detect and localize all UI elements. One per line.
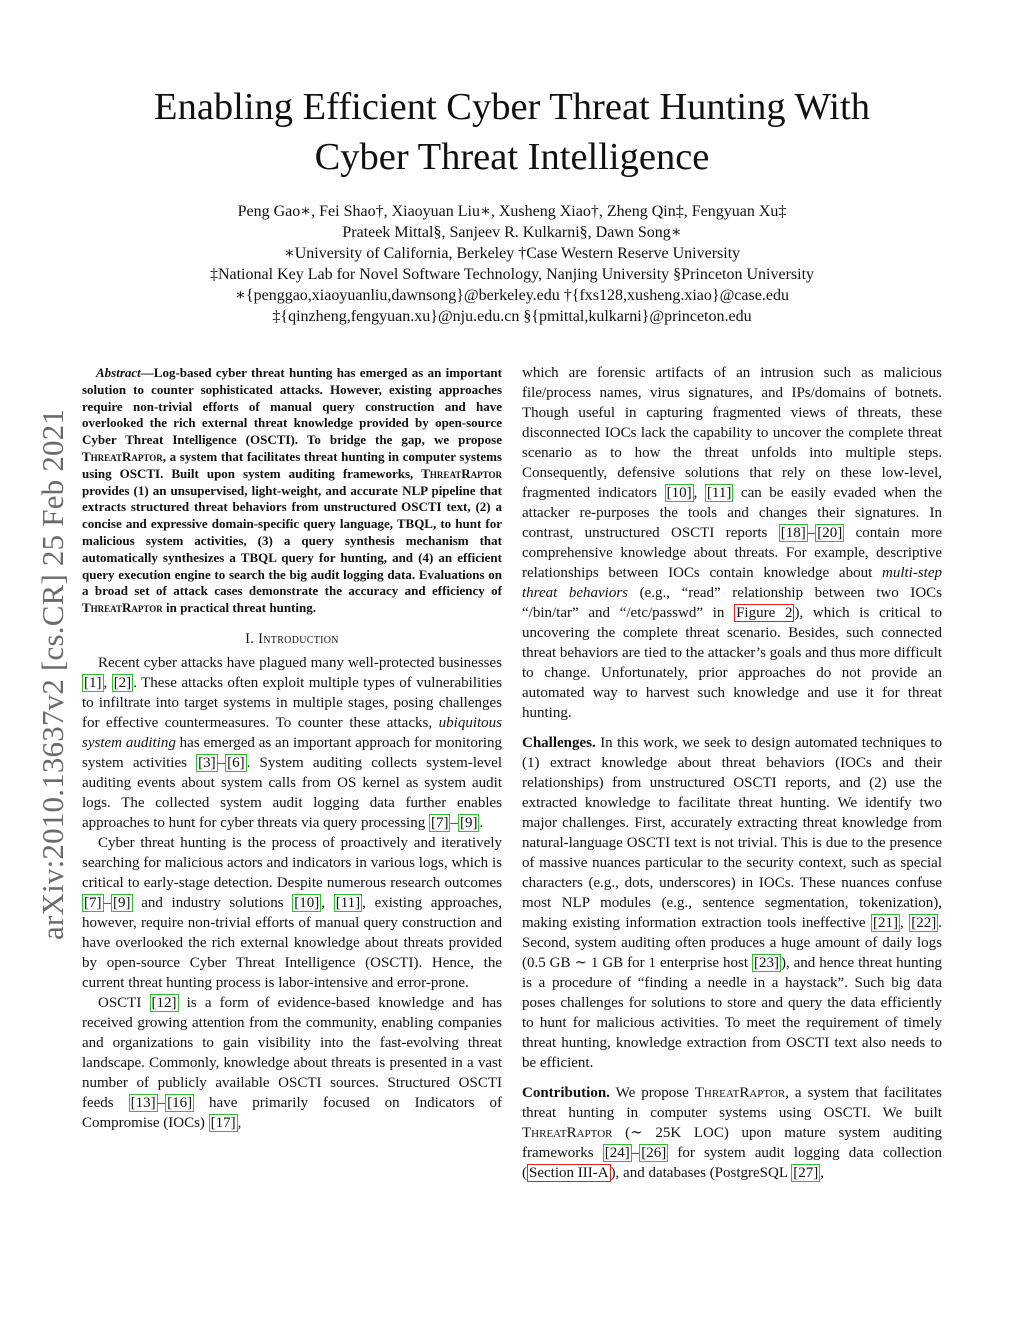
arxiv-identifier: arXiv:2010.13637v2 [cs.CR] 25 Feb 2021 <box>35 408 70 940</box>
citation-link[interactable]: [9] <box>113 894 131 911</box>
intro-paragraph-1: Recent cyber attacks have plagued many well-protected businesses [1] , [2] . These attacks often exploit multiple types of vulnerabilities to infiltrate into target systems in multiple stages, posing challenges for effective countermeasures. To counter these attacks, ubiquitous system auditing has emerged as an important approach for monitoring system activities [3] – [6] . System auditing collects system-level auditing events about system calls from OS kernel as system audit logs. The collected system audit logging data further enables approaches to hunt for cyber threats via query processing [7] – [9] . <box>82 654 503 831</box>
right-column <box>522 363 942 1183</box>
citation-link[interactable]: [22] <box>911 915 937 931</box>
system-name: ThreatRaptor <box>82 600 163 616</box>
system-name: ThreatRaptor <box>82 448 163 464</box>
email-line-2: ‡{qinzheng,fengyuan.xu}@nju.edu.cn §{pmittal,kulkarni}@princeton.edu <box>272 308 752 325</box>
citation-link[interactable]: [27] <box>793 1165 819 1181</box>
citation-link[interactable]: [9] <box>459 814 478 831</box>
citation-link[interactable]: [23] <box>753 955 779 971</box>
contribution-paragraph: Contribution. We propose ThreatRaptor, a system that facilitates threat hunting in computer systems using OSCTI. We built ThreatRaptor (∼ 25K LOC) upon mature system auditing frameworks [24] – [26] for system audit logging data collection ( Section III-A ), and databases (PostgreSQL [27] , <box>522 1085 942 1181</box>
figure-link[interactable]: Figure 2 <box>736 605 793 621</box>
citation-link[interactable]: [18] <box>780 525 806 541</box>
challenges-label: Challenges. <box>522 735 596 751</box>
right-paragraph-1: which are forensic artifacts of an intrusion such as malicious file/process names, virus signatures, and IPs/domains of botnets. Though useful in capturing fragmented views of threats, these disconnected IOCs lack the capability to uncover the complete threat scenario as to how the threat unfolds into multiple steps. Consequently, defensive solutions that rely on these low-level, fragmented indicators [10] , [11] can be easily evaded when the attacker re-purposes the tools and changes their signatures. In contrast, unstructured OSCTI reports [18] – [20] contain more comprehensive knowledge about threats. For example, descriptive relationships between IOCs contain knowledge about multi-step threat behaviors (e.g., “read” relationship between two IOCs “/bin/tar” and “/etc/passwd” in Figure 2 ), which is critical to uncovering the complete threat scenario. Besides, such connected threat behaviors are tied to the attacker’s goals and thus more difficult to change. Unfortunately, prior approaches do not provide an automated way to harvest such knowledge and use it for threat hunting. <box>522 365 943 721</box>
title-line-1: Enabling Efficient Cyber Threat Hunting With <box>154 86 870 128</box>
system-name: ThreatRaptor <box>421 465 502 481</box>
citation-link[interactable]: [16] <box>167 1094 193 1111</box>
abstract: Abstract—Log-based cyber threat hunting has emerged as an important solution to counter sophisticated attacks. However, existing approaches require non-trivial efforts of manual query construction and have overlooked the rich external threat knowledge provided by open-source Cyber Threat Intelligence (OSCTI). To bridge the gap, we propose ThreatRaptor, a system that facilitates threat hunting in computer systems using OSCTI. Built upon system auditing frameworks, ThreatRaptor provides (1) an unsupervised, light-weight, and accurate NLP pipeline that extracts structured threat behaviors from unstructured OSCTI text, (2) a concise and expressive domain-specific query language, TBQL, to hunt for malicious system activities, (3) a query synthesis mechanism that automatically synthesizes a TBQL query for hunting, and (4) an efficient query execution engine to search the big audit logging data. Evaluations on a broad set of attack cases demonstrate the accuracy and efficiency of ThreatRaptor in practical threat hunting. <box>82 365 502 616</box>
system-name: ThreatRaptor <box>694 1085 786 1101</box>
system-name: ThreatRaptor <box>522 1125 613 1141</box>
citation-link[interactable]: [7] <box>430 814 449 831</box>
abstract-label: Abstract <box>96 365 141 380</box>
affiliation-line-2: ‡National Key Lab for Novel Software Technology, Nanjing University §Princeton University <box>209 266 815 283</box>
citation-link[interactable]: [6] <box>227 754 245 771</box>
citation-link[interactable]: [11] <box>335 894 361 911</box>
author-block <box>120 201 904 327</box>
title-line-2: Cyber Threat Intelligence <box>314 136 710 178</box>
citation-link[interactable]: [11] <box>706 485 732 501</box>
citation-link[interactable]: [12] <box>151 994 177 1011</box>
paper-title <box>80 82 944 182</box>
citation-link[interactable]: [10] <box>666 485 692 501</box>
challenges-paragraph: Challenges. In this work, we seek to design automated techniques to (1) extract knowledge about threat behaviors (IOCs and their relationships) from unstructured OSCTI reports, and (2) use the extracted knowledge to facilitate threat hunting. We identify two major challenges. First, accurately extracting threat knowledge from natural-language OSCTI text is not trivial. This is due to the presence of massive nuances particular to the security context, such as special characters (e.g., dots, underscores) in IOCs. These nuances confuse most NLP modules (e.g., sentence segmentation, tokenization), making existing information extraction tools ineffective [21] , [22] . Second, system auditing often produces a huge amount of daily logs (0.5 GB ∼ 1 GB for 1 enterprise host [23] ), and hence threat hunting is a procedure of “finding a needle in a haystack”. Such big data poses challenges for solutions to store and query the data efficiently to hunt for malicious activities. To meet the requirement of timely threat hunting, knowledge extraction from OSCTI text also needs to be efficient. <box>522 735 943 1071</box>
citation-link[interactable]: [21] <box>873 915 899 931</box>
authors-line-2: Prateek Mittal§, Sanjeev R. Kulkarni§, Dawn Song∗ <box>342 224 682 241</box>
authors-line-1: Peng Gao∗, Fei Shao†, Xiaoyuan Liu∗, Xusheng Xiao†, Zheng Qin‡, Fengyuan Xu‡ <box>237 203 787 220</box>
citation-link[interactable]: [1] <box>84 674 102 691</box>
section-heading-introduction: I. Introduction <box>245 630 339 647</box>
left-column <box>82 365 502 1133</box>
citation-link[interactable]: [17] <box>210 1114 236 1131</box>
affiliation-line-1: ∗University of California, Berkeley †Case Western Reserve University <box>283 245 741 262</box>
citation-link[interactable]: [3] <box>198 754 216 771</box>
intro-paragraph-2: Cyber threat hunting is the process of proactively and iteratively searching for malicious actors and indicators in various logs, which is critical to early-stage detection. Despite numerous research outcomes [7] – [9] and industry solutions [10] , [11] , existing approaches, however, require non-trivial efforts of manual query construction and have overlooked the rich external knowledge about threats provided by open-source Cyber Threat Intelligence (OSCTI). Hence, the current threat hunting process is labor-intensive and error-prone. <box>82 834 502 991</box>
citation-link[interactable]: [10] <box>294 894 320 911</box>
citation-link[interactable]: [26] <box>641 1145 667 1161</box>
section-link[interactable]: Section III-A <box>529 1165 609 1181</box>
email-line-1: ∗{penggao,xiaoyuanliu,dawnsong}@berkeley.edu †{fxs128,xusheng.xiao}@case.edu <box>235 287 789 304</box>
intro-paragraph-3: OSCTI [12] is a form of evidence-based knowledge and has received growing attention from the community, enabling companies and organizations to gain visibility into the fast-evolving threat landscape. Commonly, knowledge about threats is presented in a vast number of publicly available OSCTI sources. Structured OSCTI feeds [13] – [16] have primarily focused on Indicators of Compromise (IOCs) [17] , <box>82 994 502 1131</box>
citation-link[interactable]: [20] <box>817 525 843 541</box>
citation-link[interactable]: [2] <box>113 674 132 691</box>
citation-link[interactable]: [13] <box>130 1094 156 1111</box>
citation-link[interactable]: [7] <box>84 894 102 911</box>
contribution-label: Contribution. <box>522 1085 610 1101</box>
citation-link[interactable]: [24] <box>604 1145 630 1161</box>
